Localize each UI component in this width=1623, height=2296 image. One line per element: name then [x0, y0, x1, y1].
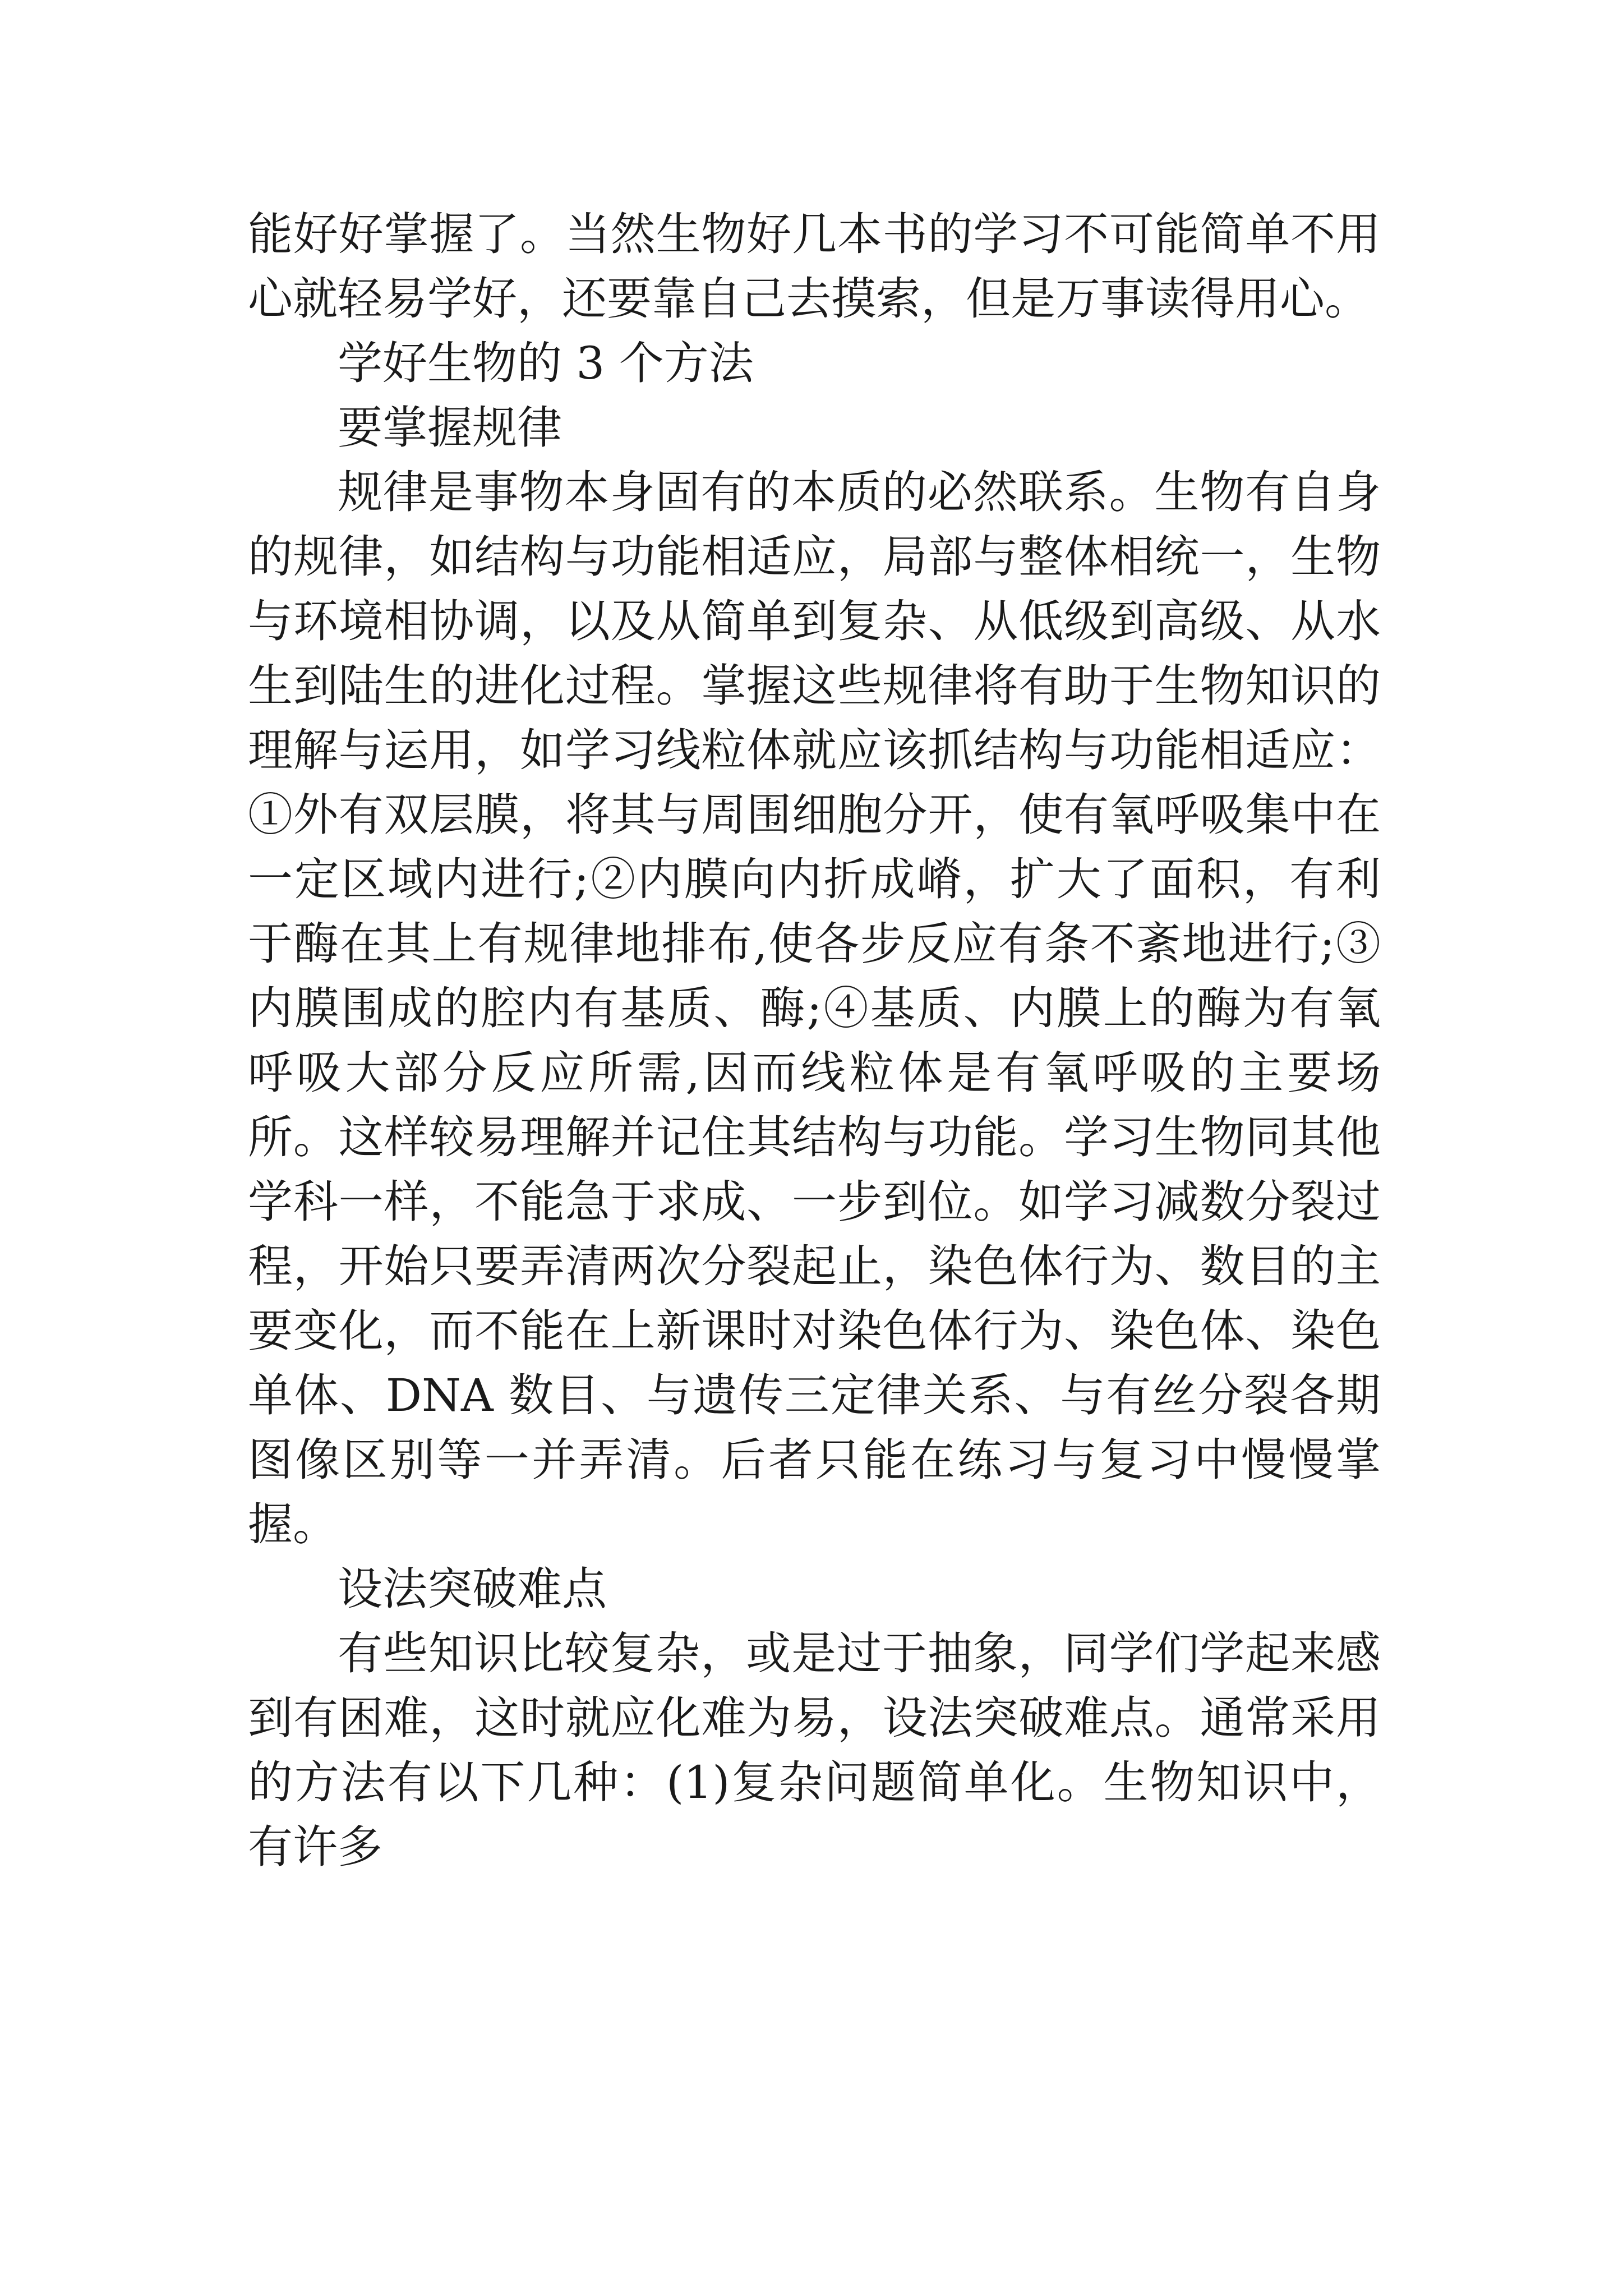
section-heading-methods: 学好生物的 3 个方法	[338, 337, 754, 389]
paragraph-difficulties: 有些知识比较复杂，或是过于抽象，同学们学起来感到有困难，这时就应化难为易，设法突破难点。通常采用的方法有以下几种：(1)复杂问题简单化。生物知识中，有许多	[248, 1627, 1381, 1873]
paragraph-rules: 规律是事物本身固有的本质的必然联系。生物有自身的规律，如结构与功能相适应，局部与整体相统一，生物与环境相协调，以及从简单到复杂、从低级到高级、从水生到陆生的进化过程。掌握这些规律将有助于生物知识的理解与运用，如学习线粒体就应该抓结构与功能相适应：①外有双层膜，将其与周围细胞分开，使有氧呼吸集中在一定区域内进行;②内膜向内折成嵴，扩大了面积，有利于酶在其上有规律地排布,使各步反应有条不紊地进行;③内膜围成的腔内有基质、酶;④基质、内膜上的酶为有氧呼吸大部分反应所需,因而线粒体是有氧呼吸的主要场所。这样较易理解并记住其结构与功能。学习生物同其他学科一样，不能急于求成、一步到位。如学习减数分裂过程，开始只要弄清两次分裂起止，染色体行为、数目的主要变化，而不能在上新课时对染色体行为、染色体、染色单体、DNA 数目、与遗传三定律关系、与有丝分裂各期图像区别等一并弄清。后者只能在练习与复习中慢慢掌握。	[248, 466, 1381, 1550]
document-body	[248, 202, 1381, 1879]
subheading-master-rules: 要掌握规律	[338, 402, 562, 454]
subheading-break-difficulties: 设法突破难点	[338, 1563, 607, 1615]
paragraph-continuation: 能好好掌握了。当然生物好几本书的学习不可能简单不用心就轻易学好，还要靠自己去摸索，但是万事读得用心。	[248, 208, 1381, 325]
